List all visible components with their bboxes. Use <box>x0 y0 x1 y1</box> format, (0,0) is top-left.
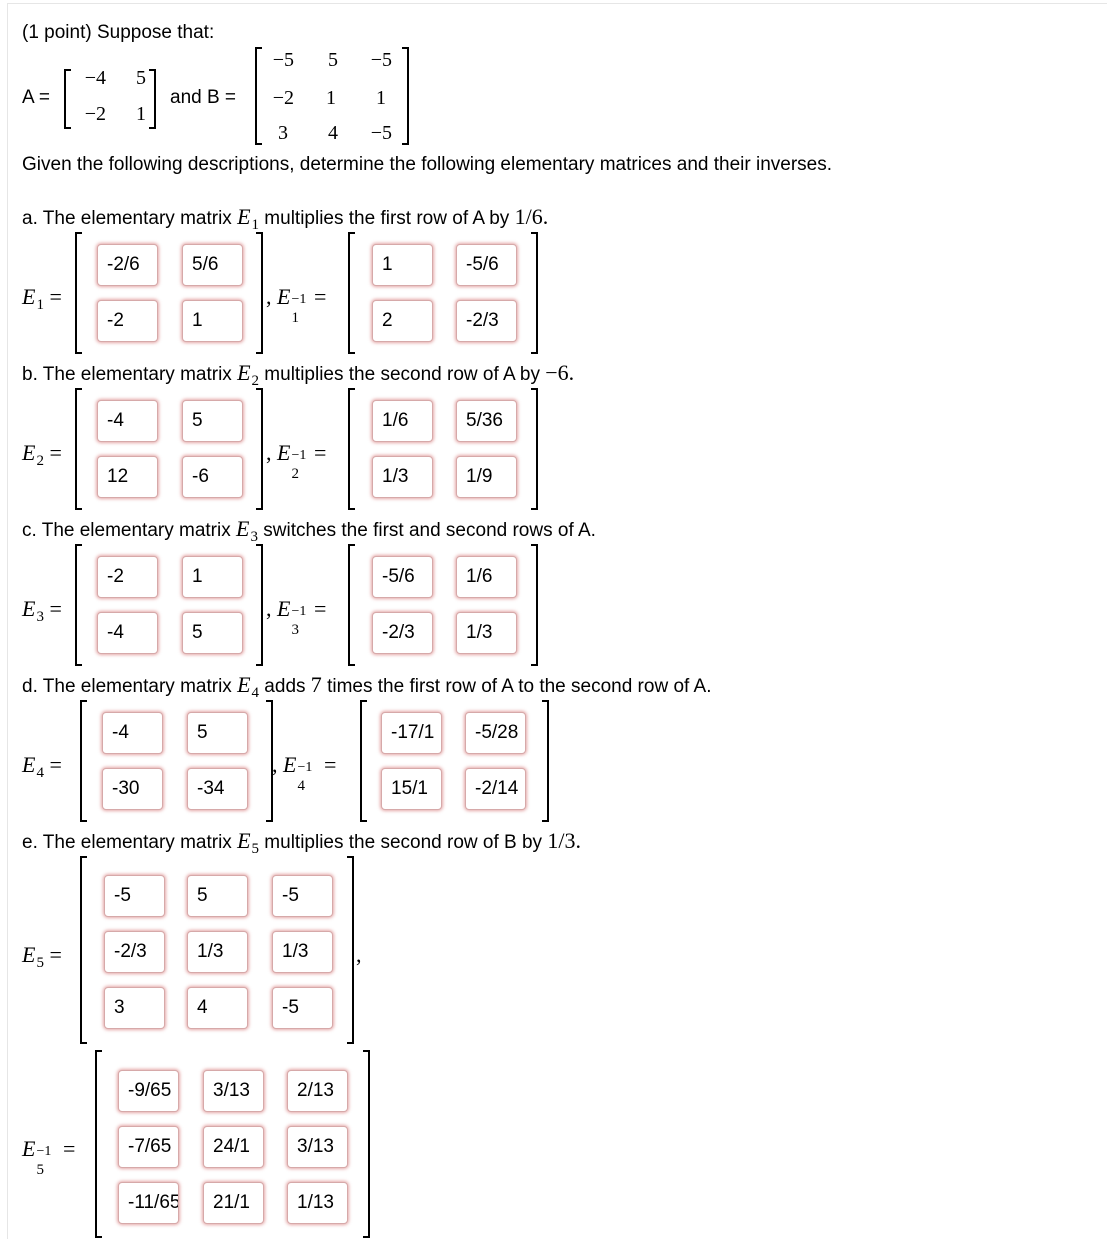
e4-inverse-entry-input[interactable] <box>381 712 442 754</box>
e4-inverse-entry-input[interactable] <box>465 768 526 810</box>
e5-inverse-entry-input[interactable] <box>118 1126 179 1168</box>
e3-inverse-entry-input[interactable] <box>372 612 433 654</box>
e3-right-bracket <box>256 544 263 666</box>
e5-entry-input[interactable] <box>272 987 333 1029</box>
e3-inverse-entry-input[interactable] <box>456 612 517 654</box>
e4-left-bracket <box>80 700 87 822</box>
matrix-a-cell: 5 <box>136 67 146 89</box>
e1-left-bracket <box>75 232 82 354</box>
e5-comma: , <box>356 942 362 967</box>
e2-inverse-label: , E −1 2 = <box>266 440 327 482</box>
e2-label: $E_2$ = <box>22 440 62 469</box>
e1-entry-input[interactable] <box>182 244 243 286</box>
matrix-a-right-bracket <box>149 69 156 129</box>
e4-entry-input[interactable] <box>102 712 163 754</box>
e3-entry-input[interactable] <box>97 556 158 598</box>
e4-inverse-left-bracket <box>360 700 367 822</box>
e5-entry-input[interactable] <box>187 987 248 1029</box>
e3-inverse-label: , E −1 3 = <box>266 596 327 638</box>
problem-intro: (1 point) Suppose that: <box>22 22 215 43</box>
part-b-description: b. The elementary matrix $E_2$ multiplies the second row of A by −6. <box>22 360 575 389</box>
matrix-b-cell: −2 <box>272 87 294 109</box>
e4-inverse-entry-input[interactable] <box>381 768 442 810</box>
e5-left-bracket <box>80 856 87 1044</box>
e5-entry-input[interactable] <box>272 875 333 917</box>
e5-entry-input[interactable] <box>104 931 165 973</box>
matrix-b-cell: 5 <box>328 49 338 71</box>
e5-inverse-entry-input[interactable] <box>118 1182 179 1224</box>
e1-inverse-left-bracket <box>348 232 355 354</box>
e5-inverse-entry-input[interactable] <box>203 1126 264 1168</box>
e1-inverse-label: , E −1 1 = <box>266 284 327 326</box>
e3-entry-input[interactable] <box>97 612 158 654</box>
e1-entry-input[interactable] <box>97 300 158 342</box>
e1-label: $E_1$ = <box>22 284 62 313</box>
e4-inverse-right-bracket <box>542 700 549 822</box>
e1-right-bracket <box>256 232 263 354</box>
e4-inverse-entry-input[interactable] <box>465 712 526 754</box>
e3-entry-input[interactable] <box>182 556 243 598</box>
e1-inverse-entry-input[interactable] <box>456 300 517 342</box>
e5-right-bracket <box>347 856 354 1044</box>
e2-entry-input[interactable] <box>182 400 243 442</box>
e3-inverse-entry-input[interactable] <box>456 556 517 598</box>
problem-panel <box>7 3 1107 1239</box>
matrix-a-cell: −2 <box>84 103 106 125</box>
matrix-a-cell: 1 <box>136 103 146 125</box>
e2-inverse-entry-input[interactable] <box>372 400 433 442</box>
matrix-b-cell: −5 <box>370 122 392 144</box>
e2-right-bracket <box>256 388 263 510</box>
part-a-description: a. The elementary matrix $E_1$ multiplies the first row of A by 1/6. <box>22 204 549 233</box>
instructions: Given the following descriptions, determine the following elementary matrices and their inverses. <box>22 154 833 175</box>
matrix-a-label: A = <box>22 87 50 108</box>
e5-entry-input[interactable] <box>104 987 165 1029</box>
e2-entry-input[interactable] <box>97 456 158 498</box>
matrix-b-cell: 4 <box>328 122 338 144</box>
matrix-b-cell: 1 <box>326 87 336 109</box>
e1-inverse-right-bracket <box>531 232 538 354</box>
e2-entry-input[interactable] <box>182 456 243 498</box>
e5-inverse-entry-input[interactable] <box>287 1182 348 1224</box>
e5-inverse-entry-input[interactable] <box>203 1070 264 1112</box>
e5-inverse-left-bracket <box>95 1050 102 1238</box>
e4-inverse-label: , E −1 4 = <box>272 752 337 794</box>
e5-inverse-entry-input[interactable] <box>287 1126 348 1168</box>
matrix-b-cell: −5 <box>370 49 392 71</box>
e1-inverse-entry-input[interactable] <box>372 244 433 286</box>
part-c-description: c. The elementary matrix $E_3$ switches the first and second rows of A. <box>22 516 596 545</box>
e3-inverse-left-bracket <box>348 544 355 666</box>
e5-entry-input[interactable] <box>272 931 333 973</box>
e3-left-bracket <box>75 544 82 666</box>
e5-entry-input[interactable] <box>104 875 165 917</box>
e2-left-bracket <box>75 388 82 510</box>
e3-inverse-right-bracket <box>531 544 538 666</box>
e5-inverse-entry-input[interactable] <box>203 1182 264 1224</box>
e3-entry-input[interactable] <box>182 612 243 654</box>
matrix-b-right-bracket <box>402 47 409 145</box>
matrix-b-cell: 3 <box>278 122 288 144</box>
matrix-a-cell: −4 <box>84 67 106 89</box>
e3-label: $E_3$ = <box>22 596 62 625</box>
e2-inverse-entry-input[interactable] <box>456 400 517 442</box>
e2-inverse-right-bracket <box>531 388 538 510</box>
e4-label: $E_4$ = <box>22 752 62 781</box>
e2-inverse-left-bracket <box>348 388 355 510</box>
part-e-description: e. The elementary matrix $E_5$ multiplies the second row of B by 1/3. <box>22 828 581 857</box>
e3-inverse-entry-input[interactable] <box>372 556 433 598</box>
e2-inverse-entry-input[interactable] <box>456 456 517 498</box>
e4-entry-input[interactable] <box>187 768 248 810</box>
e5-inverse-entry-input[interactable] <box>118 1070 179 1112</box>
e4-entry-input[interactable] <box>187 712 248 754</box>
e1-entry-input[interactable] <box>97 244 158 286</box>
e5-label: $E_5$ = <box>22 942 62 971</box>
e5-inverse-right-bracket <box>363 1050 370 1238</box>
e5-entry-input[interactable] <box>187 875 248 917</box>
e4-entry-input[interactable] <box>102 768 163 810</box>
e5-entry-input[interactable] <box>187 931 248 973</box>
e5-inverse-entry-input[interactable] <box>287 1070 348 1112</box>
e2-inverse-entry-input[interactable] <box>372 456 433 498</box>
e1-inverse-entry-input[interactable] <box>456 244 517 286</box>
e5-inverse-label: E −1 5 = <box>22 1136 76 1178</box>
matrix-b-cell: 1 <box>376 87 386 109</box>
e1-entry-input[interactable] <box>182 300 243 342</box>
e2-entry-input[interactable] <box>97 400 158 442</box>
e1-inverse-entry-input[interactable] <box>372 300 433 342</box>
part-d-description: d. The elementary matrix $E_4$ adds 7 times the first row of A to the second row of A. <box>22 672 712 701</box>
matrix-b-label: and B = <box>170 87 237 108</box>
matrix-b-cell: −5 <box>272 49 294 71</box>
